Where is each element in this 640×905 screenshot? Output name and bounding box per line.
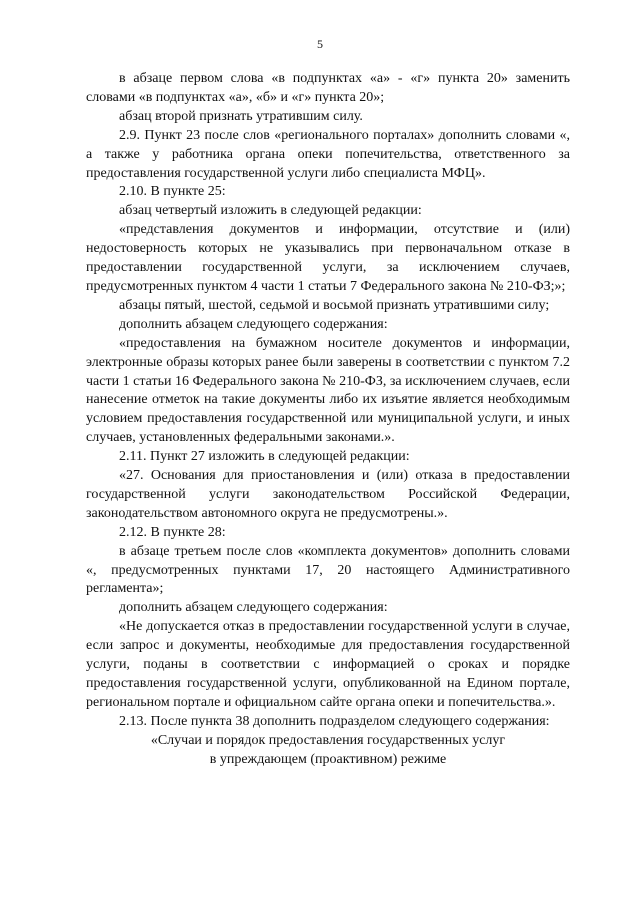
paragraph: 2.13. После пункта 38 дополнить подразделом следующего содержания: [119,713,550,729]
paragraph: абзацы пятый, шестой, седьмой и восьмой признать утратившими силу; [119,297,550,313]
section-heading-line: в упреждающем (проактивном) режиме [209,751,447,767]
paragraph: 2.12. В пункте 28: [119,524,226,540]
paragraph: дополнить абзацем следующего содержания: [119,600,388,616]
paragraph: абзац четвертый изложить в следующей редакции: [119,203,422,219]
document-body [86,70,570,770]
page-number: 5 [317,37,323,51]
paragraph: дополнить абзацем следующего содержания: [119,316,388,332]
paragraph: в абзаце третьем после слов «комплекта документов» дополнить словами «, предусмотренных пунктами 17, 20 настоящего Административного регламента»; [86,543,570,597]
paragraph: 2.11. Пункт 27 изложить в следующей редакции: [119,449,410,465]
paragraph: «27. Основания для приостановления и (или) отказа в предоставлении государственной услуги законодательством Российской Федерации, законодательством автономного округа не предусмотрены.». [86,468,570,521]
paragraph: в абзаце первом слова «в подпунктах «а» - «г» пункта 20» заменить словами «в подпунктах «а», «б» и «г» пункта 20»; [86,71,570,105]
paragraph: 2.9. Пункт 23 после слов «регионального порталах» дополнить словами «, а также у работника органа опеки попечительства, ответственного за предоставления государственной услуги либо специалиста МФЦ». [86,127,570,181]
paragraph: 2.10. В пункте 25: [119,184,226,200]
paragraph: «представления документов и информации, отсутствие и (или) недостоверность которых не указывались при первоначальном отказе в предоставлении государственной услуги, за исключением случаев, предусмотренных пунктом 4 части 1 статьи 7 Федерального закона № 210-ФЗ;»; [86,222,570,294]
paragraph: «Не допускается отказ в предоставлении государственной услуги в случае, если запрос и документы, необходимые для предоставления государственной услуги, поданы в соответствии с информацией о сроках и порядке предоставления государственной услуги, опубликованной на Едином портале, региональном портале и официальном сайте органа опеки и попечительства.». [86,619,570,710]
paragraph: «предоставления на бумажном носителе документов и информации, электронные образы которых ранее были заверены в соответствии с пунктом 7.2 части 1 статьи 16 Федерального закона № 210-ФЗ, за исключением случаев, если нанесение отметок на такие документы либо их изъятие является необходимым условием предоставления государственной или муниципальной услуги, и иных случаев, установленных федеральными законами.». [86,335,570,446]
section-heading-line: «Случаи и порядок предоставления государственных услуг [150,732,506,748]
paragraph: абзац второй признать утратившим силу. [119,108,363,124]
